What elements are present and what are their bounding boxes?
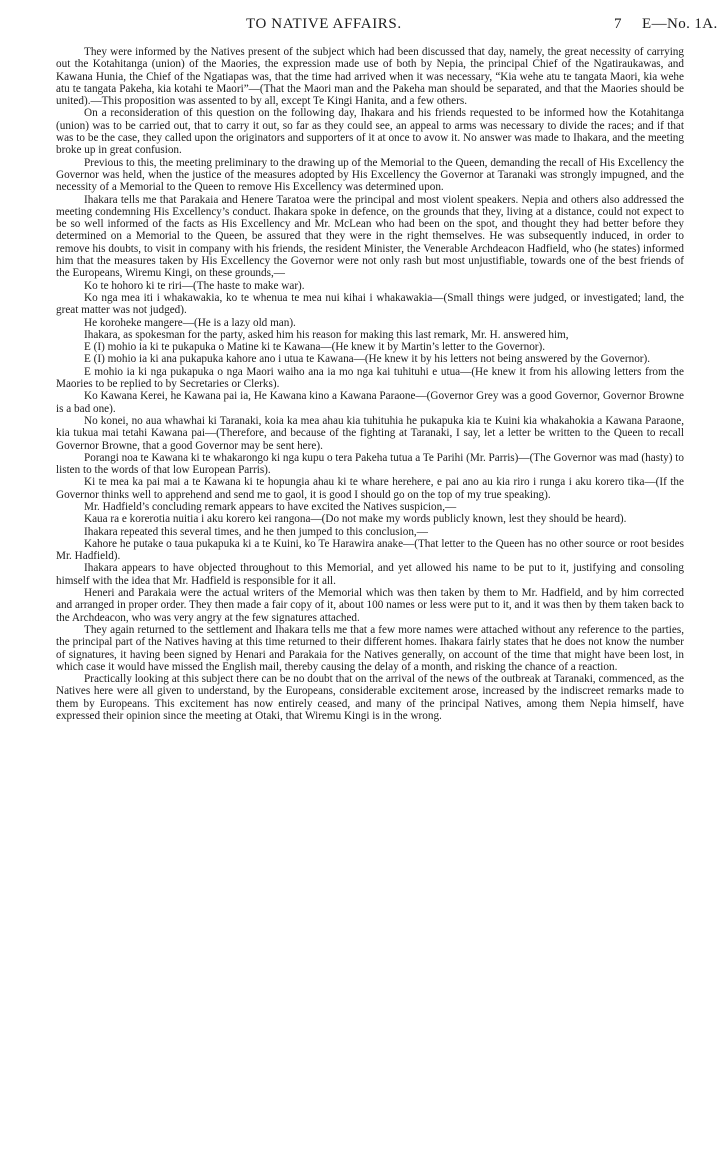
- paragraph: E mohio ia ki nga pukapuka o nga Maori waiho ana ia mo nga kai tuhituhi e utua—(He knew it from his allowing letters from the Maories to be replied to by Secretaries or Clerks).: [56, 365, 684, 391]
- paragraph: He koroheke mangere—(He is a lazy old man).: [84, 316, 296, 329]
- document-body: [56, 46, 684, 722]
- paragraph: Ihakara, as spokesman for the party, asked him his reason for making this last remark, Mr. H. answered him,: [84, 328, 569, 341]
- paragraph: Ihakara repeated this several times, and he then jumped to this conclusion,—: [84, 525, 428, 538]
- paragraph: On a reconsideration of this question on the following day, Ihakara and his friends requested to be informed how the Kotahitanga (union) was to be carried out, that to carry it out, so far as they could see, an appeal to arms was necessary to divide the races; and if that was to be the case, they called upon the originators and supporters of it at once to avow it. No answer was made to Ihakara, and the meeting broke up in great confusion.: [56, 107, 684, 157]
- paragraph: They again returned to the settlement and Ihakara tells me that a few more names were attached without any reference to the parties, the principal part of the Natives having at this time returned to their different homes. Ihakara fairly states that he does not know the number of signatures, it having been signed by Henari and Parakaia for the Natives generally, on account of the time that might have been lost, in which case it would have missed the English mail, thereby causing the delay of a month, and risking the chance of a reaction.: [56, 623, 684, 673]
- document-reference: E—No. 1A.: [642, 16, 718, 32]
- paragraph: Previous to this, the meeting preliminary to the drawing up of the Memorial to the Queen, demanding the recall of His Excellency the Governor was held, when the justice of the measures adopted by His Excellency the Governor at Taranaki was strongly impugned, and the necessity of a Memorial to the Queen to remove His Excellency was determined upon.: [56, 156, 684, 194]
- page-header: [56, 16, 718, 38]
- paragraph: E (I) mohio ia ki te pukapuka o Matine ki te Kawana—(He knew it by Martin’s letter to the Governor).: [84, 341, 546, 354]
- paragraph: Mr. Hadfield’s concluding remark appears to have excited the Natives suspicion,—: [84, 500, 457, 513]
- paragraph: Practically looking at this subject there can be no doubt that on the arrival of the news of the outbreak at Taranaki, commenced, as the Natives here were all given to understand, by the Europeans, considerable excitement arose, increased by the indiscreet remarks made to them by Europeans. This excitement has now entirely ceased, and many of the principal Natives, among them Nepia himself, have expressed their opinion since the meeting at Otaki, that Wiremu Kingi is in the wrong.: [56, 673, 684, 723]
- paragraph: Ko nga mea iti i whakawakia, ko te whenua te mea nui kihai i whakawakia—(Small things were judged, or investigated; land, the great matter was not judged).: [56, 291, 684, 317]
- page-number: 7: [614, 16, 622, 32]
- paragraph: Porangi noa te Kawana ki te whakarongo ki nga kupu o tera Pakeha tutua a Te Parihi (Mr. Parris)—(The Governor was mad (hasty) to listen to the words of that low European Parris).: [56, 451, 684, 477]
- running-title: TO NATIVE AFFAIRS.: [246, 16, 402, 32]
- paragraph: Heneri and Parakaia were the actual writers of the Memorial which was then taken by them to Mr. Hadfield, and by him corrected and arranged in proper order. They then made a fair copy of it, about 100 names or less were put to it, and it was then by them taken back to the Archdeacon, who was very angry at the few signatures attached.: [56, 587, 684, 624]
- paragraph: Ki te mea ka pai mai a te Kawana ki te hopungia ahau ki te whare herehere, e pai ano au kia riro i runga i aku korero tika—(If the Governor thinks well to apprehend and send me to gaol, it is good I should go on the top of my true speaking).: [56, 476, 684, 501]
- paragraph: Ihakara appears to have objected throughout to this Memorial, and yet allowed his name to be put to it, justifying and consoling himself with the idea that Mr. Hadfield is responsible for it all.: [56, 562, 684, 587]
- paragraph: Kahore he putake o taua pukapuka ki a te Kuini, ko Te Harawira anake—(That letter to the Queen has no other source or root besides Mr. Hadfield).: [56, 537, 684, 563]
- paragraph: They were informed by the Natives present of the subject which had been discussed that day, namely, the great necessity of carrying out the Kotahitanga (union) of the Maories, the expression made use of both by Nepia, the principal Chief of the Ngatiraukawas, and Kawana Hunia, the Chief of the Ngatiapas was, that the time had arrived when it was necessary, “Kia wehe atu te tangata Maori, kia wehe atu te tangata Pakeha, kia kotahi te Maori”—(That the Maori man and the Pakeha man should be separated, and that the Maories should be united).—This proposition was assented to by all, except Te Kingi Hanita, and a few others.: [56, 46, 684, 108]
- paragraph: Ko te hohoro ki te riri—(The haste to make war).: [84, 279, 305, 292]
- paragraph: No konei, no aua whawhai ki Taranaki, koia ka mea ahau kia tuhituhia he pukapuka kia te Kuini kia whakahokia a Kawana Paraone, kia tukua mai tetahi Kawana pai—(Therefore, and because of the fighting at Taranaki, I say, let a letter be written to the Queen to recall Governor Browne, that a good Governor may be sent here).: [56, 414, 684, 452]
- paragraph: Kaua ra e korerotia nuitia i aku korero kei rangona—(Do not make my words publicly known, lest they should be heard).: [84, 513, 627, 526]
- paragraph: E (I) mohio ia ki ana pukapuka kahore ano i utua te Kawana—(He knew it by his letters not being answered by the Governor).: [84, 353, 651, 366]
- paragraph: Ko Kawana Kerei, he Kawana pai ia, He Kawana kino a Kawana Paraone—(Governor Grey was a good Governor, Governor Browne is a bad one).: [56, 390, 684, 415]
- paragraph: Ihakara tells me that Parakaia and Henere Taratoa were the principal and most violent speakers. Nepia and others also addressed the meeting condemning His Excellency’s conduct. Ihakara spoke in defence, on the grounds that they, living at a distance, could not expect to be so well informed of the facts as His Excellency and Mr. McLean who had been on the spot, and thought they had better before they determined on a Memorial to the Queen, be assured that they were in the right themselves. He was subsequently induced, in order to remove his doubts, to visit in company with his friends, the resident Minister, the Venerable Archdeacon Hadfield, who (he states) informed him that the measures taken by His Excellency the Governor were not only rash but most unjustifiable, towards one of the best friends of the Europeans, Wiremu Kingi, on these grounds,—: [56, 193, 684, 280]
